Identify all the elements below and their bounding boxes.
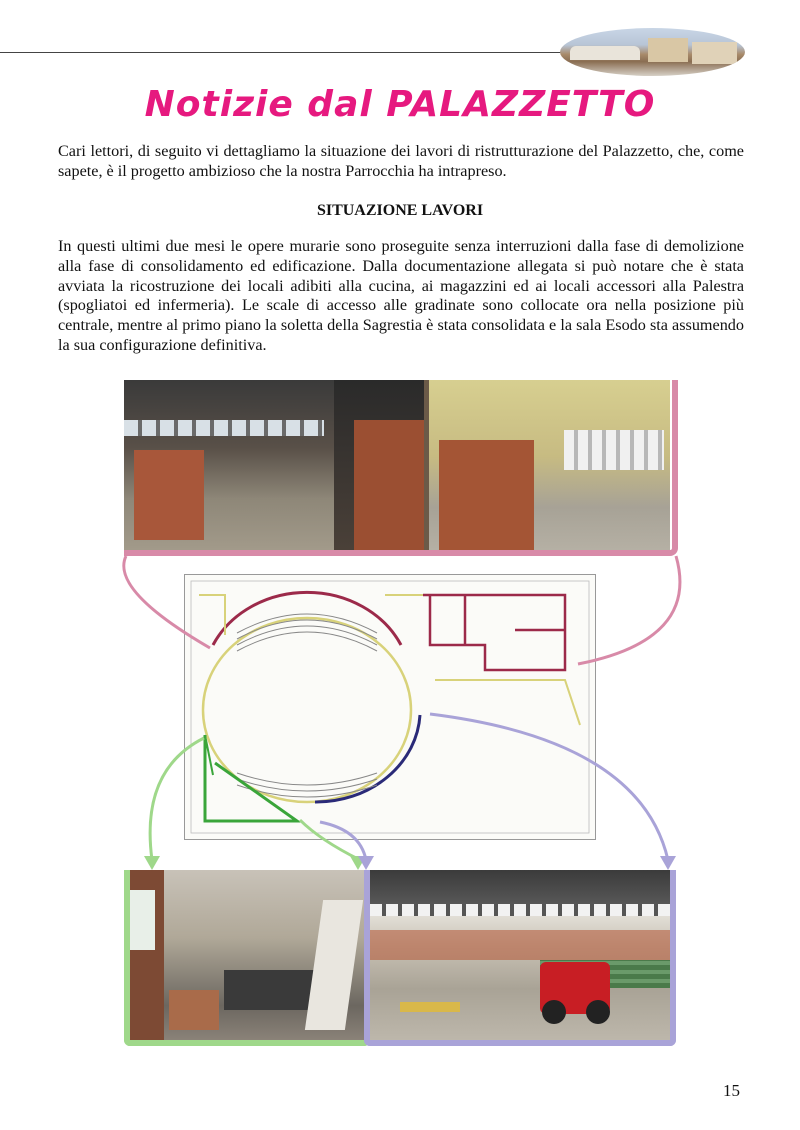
floor-plan — [184, 574, 596, 840]
header-building-photo — [560, 28, 745, 76]
intro-paragraph: Cari lettori, di seguito vi dettagliamo la situazione dei lavori di ristrutturazione del Palazzetto, che, come sapete, è il progetto ambizioso che la nostra Parrocchia ha intrapreso. — [58, 142, 744, 180]
page-title: Notizie dal PALAZZETTO — [144, 84, 656, 125]
green-frame — [124, 870, 370, 1046]
purple-frame — [364, 870, 676, 1046]
pink-frame — [124, 380, 678, 556]
floor-plan-drawing — [185, 575, 595, 839]
body-paragraph: In questi ultimi due mesi le opere murarie sono proseguite senza interruzioni dalla fase di demolizione alla fase di consolidamento ed edificazione. Dalla documentazione allegata si può notare che è stata avviata la ricostruzione dei locali adibiti alla cucina, ai magazzini ed ai locali accessori alla Palestra (spogliatoi ed infermeria). Le scale di accesso alle gradinate sono collocate ora nella posizione più centrale, mentre al primo piano la soletta della Sagrestia è stata consolidata e la sala Esodo sta assumendo la sua configurazione definitiva. — [58, 237, 744, 354]
section-heading: SITUAZIONE LAVORI — [316, 202, 484, 219]
page-number: 15 — [723, 1081, 740, 1100]
header-rule — [0, 52, 580, 53]
